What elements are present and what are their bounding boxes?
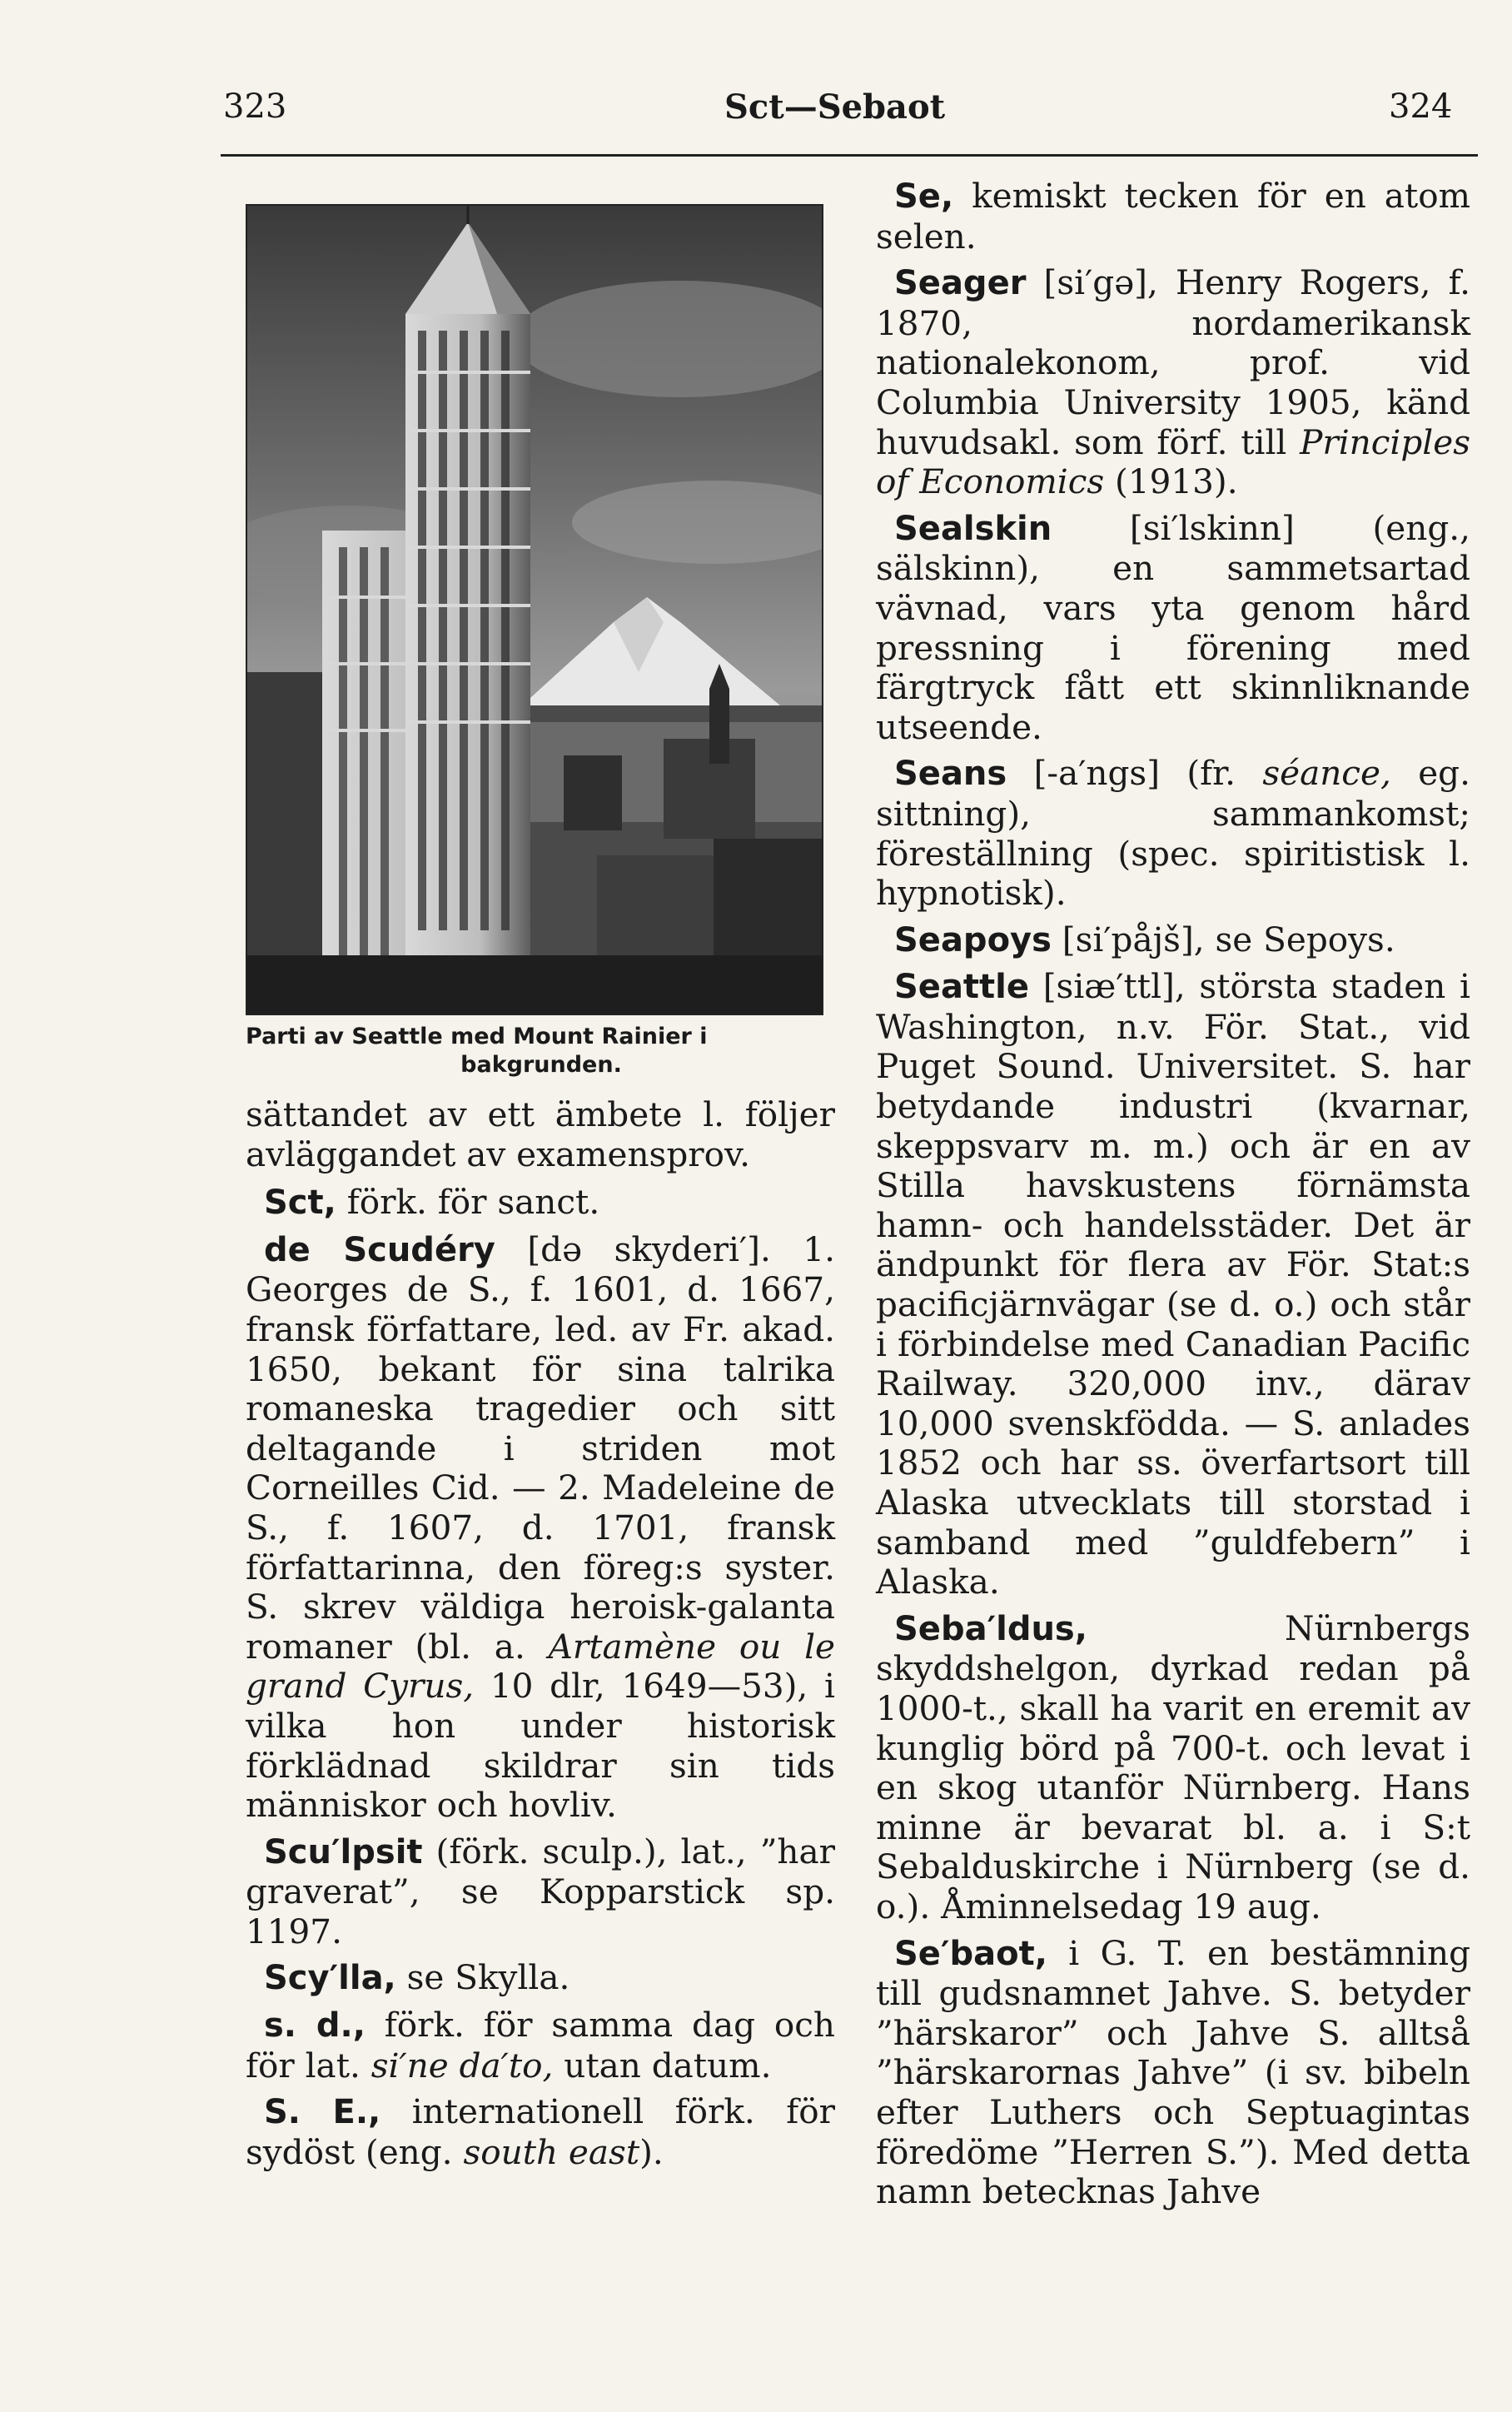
headword: Seba′ldus, <box>894 1609 1087 1648</box>
entry-text: [si′påjš], se Sepoys. <box>1051 919 1395 959</box>
entry-text-2: (1913). <box>1104 461 1238 502</box>
headword: Se′baot, <box>894 1934 1047 1973</box>
right-column <box>876 177 1470 2219</box>
entry-seager <box>876 263 1470 502</box>
page-number-left: 323 <box>223 87 287 126</box>
left-column <box>246 1095 835 2179</box>
entry-s-e <box>246 2092 835 2172</box>
entry-seans <box>876 754 1470 913</box>
entry-italic: south east <box>463 2131 640 2172</box>
entry-text-2: 10 dlr, 1649—53), i vilka hon under historisk förklädnad skildrar sin tids människor och hovliv. <box>246 1666 835 1826</box>
running-title: Sct—Sebaot <box>724 87 946 127</box>
headword: Sealskin <box>894 509 1052 548</box>
entry-de-scudery <box>246 1230 835 1826</box>
headword: Seans <box>894 755 1007 794</box>
entry-italic: Principles of Economics <box>876 421 1470 502</box>
entry-text: [-a′ngs] (fr. <box>1007 753 1263 794</box>
entry-s-d <box>246 2006 835 2086</box>
headword: Scy′lla, <box>264 1959 396 1998</box>
entry-text: [də skyderi′]. 1. Georges de S., f. 1601, d. 1667, fransk författare, led. av Fr. akad. 1650, bekant för sina talrika romaneska tragedier och sitt deltagande i striden mot Corneilles Cid. — 2. Madeleine de S., f. 1607, d. 1701, fransk författarinna, den föreg:s syster. S. skrev väldiga heroisk-galanta romaner (bl. a. <box>246 1228 835 1667</box>
entry-text: Nürnbergs skyddshelgon, dyrkad redan på 1000-t., skall ha varit en eremit av kunglig börd på 700-t. och levat i en skog utanför Nürnberg. Hans minne är bevarat bl. a. i S:t Sebalduskirche i Nürnberg (se d. o.). Åminnelsedag 19 aug. <box>876 1607 1470 1926</box>
entry-text-2: ). <box>639 2131 664 2172</box>
entry-seattle <box>876 967 1470 1602</box>
entry-text: [si′lskinn] (eng., sälskinn), en sammetsartad vävnad, vars yta genom hård pressning i förening med färgtryck fått ett skinnliknande utseende. <box>876 507 1470 747</box>
entry-text: förk. för sanct. <box>336 1182 600 1223</box>
entry-text: [siæ′ttl], största staden i Washington, n.v. För. Stat., vid Puget Sound. Universitet. S. har betydande industri (kvarnar, skeppsvarv m. m.) och är en av Stilla havskustens förnämsta hamn- och handelsstäder. Det är ändpunkt för flera av För. Stat:s pacificjärnvägar (se d. o.) och står i förbindelse med Canadian Pacific Railway. 320,000 inv., därav 10,000 svenskfödda. — S. anlades 1852 och har ss. överfartsort till Alaska utvecklats till storstad i samband med ”guldfebern” i Alaska. <box>876 966 1470 1602</box>
entry-sculpsit <box>246 1832 835 1952</box>
entry-sealskin <box>876 509 1470 748</box>
entry-text: kemiskt tecken för en atom selen. <box>876 176 1470 257</box>
page-number-right: 324 <box>1389 87 1453 126</box>
entry-italic: Artamène ou le grand Cyrus, <box>246 1626 835 1707</box>
headword: S. E., <box>264 2093 381 2132</box>
headword: Seapoys <box>894 920 1052 959</box>
seattle-photograph <box>246 204 823 1015</box>
entry-se <box>876 177 1470 257</box>
entry-seapoys <box>876 920 1470 961</box>
header-rule <box>221 154 1478 157</box>
caption-line-2: bakgrunden. <box>460 1052 622 1078</box>
entry-text: i G. T. en bestämning till gudsnamnet Jahve. S. betyder ”härskaror” och Jahve S. alltså ”härskarornas Jahve” (i sv. bibeln efter Luthers och Septuagintas föredöme ”Herren S.”). Med detta namn betecknas Jahve <box>876 1932 1470 2212</box>
headword: Se, <box>894 177 954 216</box>
entry-text: [si′gə], Henry Rogers, f. 1870, nordamerikansk nationalekonom, prof. vid Columbia University 1905, känd huvudsakl. som förf. till <box>876 262 1470 462</box>
entry-text: internationell förk. för sydöst (eng. <box>246 2091 835 2172</box>
entry-sebaldus <box>876 1609 1470 1927</box>
entry-text: förk. för samma dag och för lat. <box>246 2005 836 2086</box>
entry-scylla <box>246 1958 835 1999</box>
entry-text: se Skylla. <box>395 1957 570 1998</box>
headword: Sct, <box>264 1184 336 1223</box>
headword: Seager <box>894 264 1027 303</box>
headword: Scu′lpsit <box>264 1832 423 1871</box>
headword: de Scudéry <box>264 1230 495 1269</box>
entry-italic: séance, <box>1262 753 1391 794</box>
entry-text-2: utan datum. <box>553 2045 772 2086</box>
entry-text: (förk. sculp.), lat., ”har graverat”, se Kopparstick sp. 1197. <box>246 1831 835 1951</box>
headword: Seattle <box>894 968 1030 1007</box>
caption-line-1: Parti av Seattle med Mount Rainier i <box>246 1024 708 1049</box>
entry-italic: si′ne da′to, <box>371 2045 554 2086</box>
entry-sct <box>246 1183 835 1223</box>
entry-sebaot <box>876 1934 1470 2212</box>
entry-text-2: eg. sittning), sammankomst; föreställning (spec. spiritistisk l. hypnotisk). <box>876 753 1470 914</box>
continuation-text: sättandet av ett ämbete l. följer avläggandet av examensprov. <box>246 1094 835 1174</box>
figure-caption <box>246 1023 837 1079</box>
headword: s. d., <box>264 2006 366 2046</box>
